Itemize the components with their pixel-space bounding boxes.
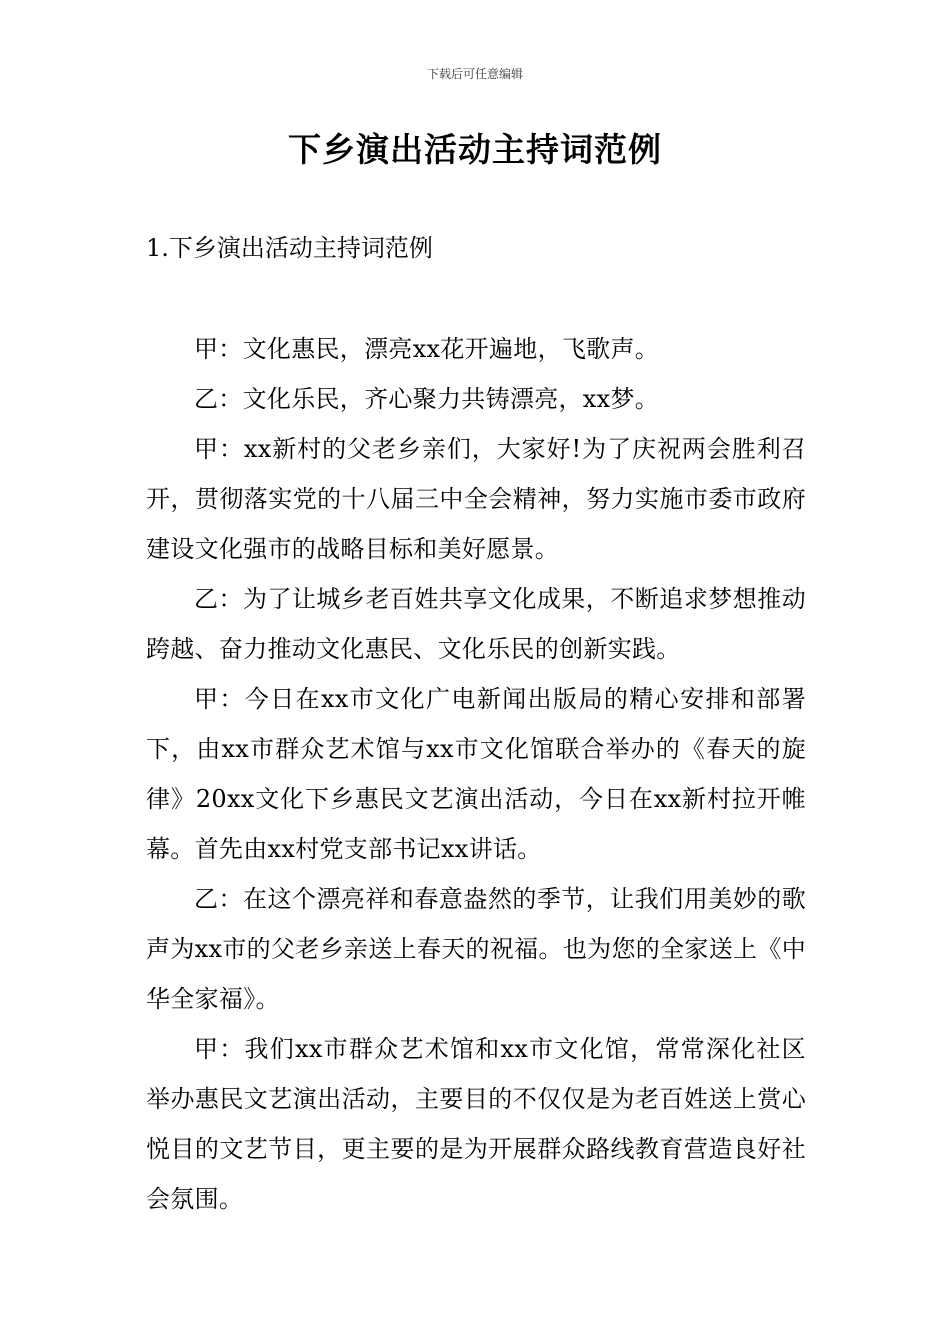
paragraph-5: 甲：今日在xx市文化广电新闻出版局的精心安排和部署下，由xx市群众艺术馆与xx市文化馆联合举办的《春天的旋律》20xx文化下乡惠民文艺演出活动，今日在xx新村拉开帷幕。首先由xx村党支部书记xx讲话。 (146, 685, 806, 863)
section-heading: 1.下乡演出活动主持词范例 (146, 234, 433, 262)
header-note: 下载后可任意编辑 (426, 67, 523, 81)
paragraph-4: 乙：为了让城乡老百姓共享文化成果，不断追求梦想推动跨越、奋力推动文化惠民、文化乐民的创新实践。 (146, 585, 806, 663)
document-body (146, 324, 806, 1224)
paragraph-6: 乙：在这个漂亮祥和春意盎然的季节，让我们用美妙的歌声为xx市的父老乡亲送上春天的祝福。也为您的全家送上《中华全家福》。 (146, 885, 806, 1013)
paragraph-3: 甲：xx新村的父老乡亲们，大家好!为了庆祝两会胜利召开，贯彻落实党的十八届三中全会精神，努力实施市委市政府建设文化强市的战略目标和美好愿景。 (146, 435, 806, 563)
paragraph-1: 甲：文化惠民，漂亮xx花开遍地，飞歌声。 (194, 335, 660, 363)
document-title: 下乡演出活动主持词范例 (288, 130, 662, 169)
paragraph-7: 甲：我们xx市群众艺术馆和xx市文化馆，常常深化社区举办惠民文艺演出活动，主要目的不仅仅是为老百姓送上赏心悦目的文艺节目，更主要的是为开展群众路线教育营造良好社会氛围。 (146, 1035, 806, 1213)
paragraph-2: 乙：文化乐民，齐心聚力共铸漂亮，xx梦。 (194, 385, 660, 413)
